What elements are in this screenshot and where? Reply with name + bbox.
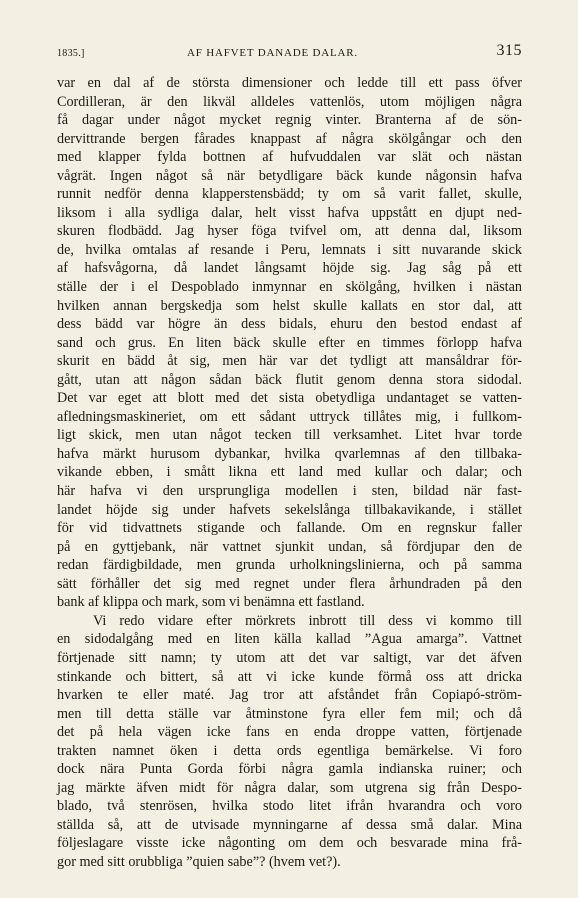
text-line: skuren flodbädd. Jag hyser föga tvifvel om, att denna dal, liksom (57, 223, 522, 240)
paragraph-end-line: gor med sitt orubbliga ”quien sabe”? (hvem vet?). (57, 853, 341, 870)
text-line: vågrät. Ingen något så när betydligare bäck kunde någonsin hafva (57, 167, 522, 184)
text-line: ligt skick, men utan något tecken till verksamhet. Litet hvar torde (57, 427, 522, 444)
text-line: en sidodalgång med en liten källa kallad ”Agua amarga”. Vattnet (57, 631, 522, 648)
text-line: jag märkte äfven midt för några dalar, som utgrena sig från Despo- (57, 779, 522, 796)
text-line: afledningsmaskineriet, om ett sådant uttryck tillåtes mig, i fullkom- (57, 408, 522, 425)
text-line: liksom i alla sydliga dalar, helt visst hafva uppstått en djupt ned- (57, 204, 522, 221)
paragraph-end-line: bank af klippa och mark, som vi benämna ett fastland. (57, 594, 365, 611)
text-line: af hafsvågorna, då landet långsamt höjde sig. Jag såg på ett (57, 260, 522, 277)
text-line: på en gyttjebank, när vattnet sjunkit undan, så fördjupar den de (57, 538, 522, 555)
text-line: hvarken te eller maté. Jag tror att afståndet från Copiapó-ström- (57, 687, 522, 704)
text-line: hvilken annan bergskedja som helst skulle kallats en stor dal, att (57, 297, 522, 314)
text-line: vikande ebben, i smått likna ett land med kullar och dalar; och (57, 464, 522, 481)
text-line: ställe der i el Despoblado inmynnar en skölgång, hvilken i nästan (57, 279, 522, 296)
text-line: dock nära Punta Gorda förbi några gamla indianska ruiner; och (57, 761, 522, 778)
text-line: skurit en bädd åt sig, men här var det tydligt att mansåldrar för- (57, 353, 522, 370)
text-line: sand och grus. En liten bäck skulle efter en timmes förlopp hafva (57, 334, 522, 351)
text-line: för vid tidvattnets stigande och fallande. Om en regnskur faller (57, 520, 522, 537)
text-line: dervittrande bergen fårades knappast af några skölgångar och den (57, 130, 522, 147)
text-line: ställda så, att de utvisade mynningarne af dessa små dalar. Mina (57, 816, 522, 833)
text-line: blado, två stenrösen, hvilka stodo litet ifrån hvarandra och voro (57, 798, 522, 815)
text-line: med klapper fylda bottnen af hufvuddalen var slät och nästan (57, 149, 522, 166)
text-line: Cordilleran, är den likväl alldeles vattenlös, utom möjligen några (57, 93, 522, 110)
text-line: Det var eget att blott med det sista obetydliga undantaget se vatten- (57, 390, 522, 407)
text-line: runnit nedför denna klapperstensbädd; ty om så varit fallet, skulle, (57, 186, 522, 203)
text-line: trakten namnet öken i detta ords egentliga bemärkelse. Vi foro (57, 742, 522, 759)
page-number: 315 (496, 42, 522, 59)
text-line: var en dal af de största dimensioner och ledde till ett pass öfver (57, 75, 522, 91)
header-year: 1835.] (57, 48, 85, 59)
text-line: här hafva vi den ursprungliga modellen i sten, bildad när fast- (57, 483, 522, 500)
text-line: få dagar under något mycket regnig vinter. Branterna af de sön- (57, 112, 522, 129)
header-title: AF HAFVET DANADE DALAR. (187, 47, 358, 59)
text-line: sätt förhåller det sig med regnet under flera århundraden på den (57, 575, 522, 592)
text-line: gått, utan att någon sådan bäck flutit genom denna stora sidodal. (57, 371, 522, 388)
text-line: landet höjde sig under hafvets sekelslånga tillbakavikande, i stället (57, 501, 522, 518)
text-line: dess bädd var högre än dess bidals, ehuru den bestod endast af (57, 316, 522, 333)
body-text (57, 74, 522, 872)
running-header (57, 44, 522, 62)
text-line: det på hela vägen icke fans en enda droppe vatten, förtjenade (57, 724, 522, 741)
text-line: hafva märkt hurusom dybankar, hvilka qvarlemnas af den tillbaka- (57, 445, 522, 462)
text-line: men till detta ställe var åtminstone fyra eller fem mil; och då (57, 705, 522, 722)
text-line: de, hvilka omtalas af resande i Peru, lemnats i sitt nuvarande skick (57, 241, 522, 258)
text-line: förtjenade sitt namn; ty utom att det var saltigt, var det äfven (57, 649, 522, 666)
paragraph-start-line: Vi redo vidare efter mörkrets inbrott till dess vi kommo till (93, 612, 522, 629)
text-line: redan färdigbildade, men grunda urholkningslinierna, och på samma (57, 557, 522, 574)
text-line: följeslagare visste icke någonting om dem och besvarade mina frå- (57, 835, 522, 852)
text-line: stinkande och bittert, så att vi icke kunde förmå oss att dricka (57, 668, 522, 685)
